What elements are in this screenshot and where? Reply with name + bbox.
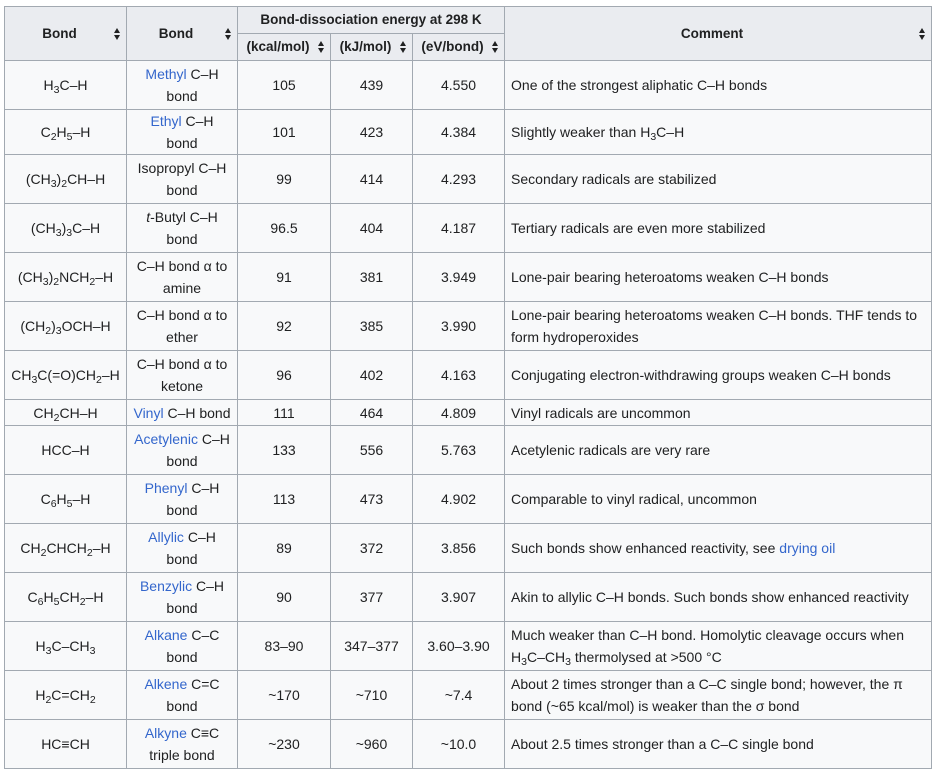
text-run: ) [48, 269, 54, 285]
kj-cell: ~960 [331, 720, 413, 769]
bond-name-cell [127, 302, 238, 351]
table-row [5, 475, 932, 524]
table-row [5, 524, 932, 573]
column-header-label: (kcal/mol) [246, 39, 310, 54]
ev-cell: 5.763 [413, 426, 505, 475]
comment-cell [505, 110, 932, 155]
text-run: H [35, 638, 46, 654]
bond-name-cell [127, 671, 238, 720]
subscript: 3 [650, 131, 657, 144]
text-run: Lone-pair bearing heteroatoms weaken C–H bonds [511, 269, 829, 285]
kj-cell: 402 [331, 351, 413, 400]
bond-name-cell [127, 253, 238, 302]
subscript: 3 [50, 178, 57, 191]
table-row [5, 671, 932, 720]
kj-cell: 556 [331, 426, 413, 475]
bond-name-cell [127, 524, 238, 573]
bond-formula-cell [5, 524, 127, 573]
ev-cell: 4.187 [413, 204, 505, 253]
kcal-cell: 99 [238, 155, 331, 204]
text-run: CH [20, 540, 41, 556]
text-run: HCC–H [41, 442, 90, 458]
subscript: 3 [565, 656, 571, 669]
text-run: C–H bond α to amine [136, 258, 228, 296]
text-run: C [27, 589, 38, 605]
bond-name-cell [127, 400, 238, 426]
text-run: Tertiary radicals are even more stabilized [511, 220, 766, 236]
table-row [5, 253, 932, 302]
comment-cell [505, 475, 932, 524]
kj-cell: 464 [331, 400, 413, 426]
comment-cell [505, 671, 932, 720]
table-row [5, 426, 932, 475]
bond-formula-cell [5, 61, 127, 110]
text-run: C–H bond [166, 431, 230, 469]
text-run: HC≡CH [41, 736, 90, 752]
text-run: C–H bond [166, 578, 225, 616]
text-run: C [40, 491, 51, 507]
subscript: 2 [89, 276, 96, 289]
comment-cell [505, 155, 932, 204]
text-run: (CH [30, 220, 56, 236]
kcal-cell: 111 [238, 400, 331, 426]
kcal-cell: 105 [238, 61, 331, 110]
comment-cell [505, 253, 932, 302]
text-run: H [43, 77, 54, 93]
text-run: Conjugating electron-withdrawing groups weaken C–H bonds [511, 367, 891, 383]
text-run: C–H bond [166, 529, 216, 567]
ev-cell: 4.384 [413, 110, 505, 155]
bond-formula-cell [5, 622, 127, 671]
italic-text: t [146, 209, 151, 225]
text-run: ) [51, 318, 56, 334]
text-run: C=C bond [166, 676, 220, 714]
wiki-link[interactable]: Acetylenic [134, 431, 198, 447]
column-header-bond-name[interactable] [127, 7, 238, 61]
text-run: (CH [17, 269, 43, 285]
text-run: C≡C triple bond [149, 725, 220, 763]
subscript: 2 [79, 596, 86, 609]
ev-cell: ~10.0 [413, 720, 505, 769]
wiki-link[interactable]: Vinyl [133, 404, 164, 421]
subscript: 2 [45, 325, 52, 338]
bond-formula-cell [5, 475, 127, 524]
text-run: C(=O)CH [37, 367, 97, 383]
wiki-link[interactable]: Alkane [144, 627, 188, 643]
column-header-label: Bond [42, 25, 77, 41]
kcal-cell: 96 [238, 351, 331, 400]
text-run: H [43, 589, 54, 605]
kj-cell: 423 [331, 110, 413, 155]
kcal-cell: 101 [238, 110, 331, 155]
comment-cell [505, 61, 932, 110]
text-run: C–H bond [166, 66, 219, 104]
subscript: 2 [53, 276, 60, 289]
text-run: ) [61, 220, 67, 236]
kj-cell: 439 [331, 61, 413, 110]
subscript: 5 [66, 498, 73, 511]
comment-cell [505, 426, 932, 475]
wiki-link[interactable]: Allylic [148, 529, 184, 545]
subscript: 2 [53, 411, 60, 424]
text-run: OCH–H [61, 318, 111, 334]
text-run: –H [72, 491, 91, 507]
column-header-label: (eV/bond) [421, 39, 484, 54]
text-run: C–H bond [166, 480, 220, 518]
text-run: –H [101, 367, 120, 383]
kcal-cell: 89 [238, 524, 331, 573]
text-run: C=CH [51, 687, 90, 703]
text-run: H [56, 491, 67, 507]
subscript: 2 [40, 547, 47, 560]
ev-cell: 3.60–3.90 [413, 622, 505, 671]
kcal-cell: 91 [238, 253, 331, 302]
bond-name-cell [127, 475, 238, 524]
wiki-link[interactable]: Alkene [144, 676, 188, 692]
bond-formula-cell [5, 426, 127, 475]
wiki-link[interactable]: Methyl [145, 66, 187, 82]
text-run: CH [33, 404, 54, 421]
kj-cell: 385 [331, 302, 413, 351]
column-header-kcal[interactable] [238, 34, 331, 61]
subscript: 3 [31, 374, 38, 387]
text-run: (CH [25, 171, 51, 187]
kj-cell: 372 [331, 524, 413, 573]
column-header-kj[interactable] [331, 34, 413, 61]
sort-icon[interactable] [114, 28, 121, 40]
bond-formula-cell [5, 720, 127, 769]
kcal-cell: 92 [238, 302, 331, 351]
kj-cell: 381 [331, 253, 413, 302]
sort-icon[interactable] [225, 28, 232, 40]
text-run: C–CH [51, 638, 90, 654]
subscript: 3 [89, 645, 96, 658]
comment-cell [505, 204, 932, 253]
subscript: 3 [66, 227, 73, 240]
column-header-comment[interactable] [505, 7, 932, 61]
column-header-label: Bond [158, 25, 194, 41]
kj-cell: 473 [331, 475, 413, 524]
ev-cell: 4.293 [413, 155, 505, 204]
subscript: 2 [89, 694, 96, 707]
ev-cell: 4.809 [413, 400, 505, 426]
text-run: About 2.5 times stronger than a C–C single bond [511, 736, 814, 752]
subscript: 5 [66, 131, 73, 144]
bond-name-cell [127, 351, 238, 400]
ev-cell: 4.902 [413, 475, 505, 524]
wiki-link[interactable]: Alkyne [144, 725, 187, 741]
bond-formula-cell [5, 253, 127, 302]
text-run: C–H [72, 220, 101, 236]
text-run: C–H [656, 124, 685, 140]
bond-energy-table [4, 6, 932, 769]
subscript: 2 [96, 374, 102, 387]
ev-cell: 4.550 [413, 61, 505, 110]
text-run: CH–H [67, 171, 106, 187]
subscript: 6 [50, 498, 57, 511]
comment-cell [505, 720, 932, 769]
kcal-cell: ~170 [238, 671, 331, 720]
sort-icon[interactable] [400, 41, 407, 53]
text-run: Comparable to vinyl radical, uncommon [511, 491, 757, 507]
column-header-label: Bond-dissociation energy at 298 K [260, 12, 482, 27]
text-run: –H [72, 124, 91, 140]
kj-cell: 414 [331, 155, 413, 204]
kcal-cell: 96.5 [238, 204, 331, 253]
subscript: 6 [37, 596, 44, 609]
ev-cell: 3.949 [413, 253, 505, 302]
text-run: One of the strongest aliphatic C–H bonds [511, 77, 768, 93]
kcal-cell: 113 [238, 475, 331, 524]
table-row [5, 622, 932, 671]
sort-icon[interactable] [919, 28, 926, 40]
bond-formula-cell [5, 155, 127, 204]
bond-name-cell [127, 110, 238, 155]
column-header-label: (kJ/mol) [339, 39, 392, 54]
bond-formula-cell [5, 400, 127, 426]
column-group-header-energy [238, 7, 505, 34]
subscript: 2 [86, 547, 93, 560]
subscript: 2 [61, 178, 68, 191]
bond-formula-cell [5, 204, 127, 253]
text-run: Much weaker than C–H bond. Homolytic cleavage occurs when H [511, 627, 905, 665]
subscript: 3 [53, 84, 60, 97]
text-run: CH [11, 367, 32, 383]
column-header-label: Comment [680, 25, 744, 41]
text-run: thermolysed at >500 °C [570, 649, 722, 665]
text-run: Slightly weaker than H [511, 124, 651, 140]
kcal-cell: 90 [238, 573, 331, 622]
text-run: C–H bond α to ketone [136, 356, 228, 394]
kj-cell: 347–377 [331, 622, 413, 671]
table-row [5, 400, 932, 426]
text-run: –H [95, 269, 114, 285]
subscript: 2 [45, 694, 52, 707]
text-run: H [35, 687, 46, 703]
table-body [5, 61, 932, 769]
subscript: 5 [53, 596, 60, 609]
comment-cell [505, 400, 932, 426]
table-row [5, 351, 932, 400]
text-run: Lone-pair bearing heteroatoms weaken C–H bonds. THF tends to form hydroperoxides [511, 307, 918, 345]
kcal-cell: ~230 [238, 720, 331, 769]
bond-name-cell [127, 61, 238, 110]
sort-icon[interactable] [492, 41, 499, 53]
wiki-link[interactable]: Ethyl [150, 113, 182, 129]
bond-name-cell [127, 573, 238, 622]
wiki-link[interactable]: drying oil [779, 540, 836, 556]
bond-name-cell [127, 204, 238, 253]
kcal-cell: 83–90 [238, 622, 331, 671]
comment-cell [505, 524, 932, 573]
bond-name-cell [127, 622, 238, 671]
text-run: -Butyl C–H bond [150, 209, 218, 247]
text-run: –H [85, 589, 104, 605]
subscript: 3 [55, 325, 62, 338]
text-run: –H [92, 540, 111, 556]
table-row [5, 204, 932, 253]
ev-cell: 3.990 [413, 302, 505, 351]
text-run: C–H bond [166, 113, 214, 151]
ev-cell: 3.907 [413, 573, 505, 622]
ev-cell: 4.163 [413, 351, 505, 400]
sort-icon[interactable] [318, 41, 325, 53]
text-run: C [40, 124, 51, 140]
comment-cell [505, 302, 932, 351]
table-row [5, 573, 932, 622]
table-row [5, 302, 932, 351]
text-run: CH [59, 589, 80, 605]
kcal-cell: 133 [238, 426, 331, 475]
text-run: Acetylenic radicals are very rare [511, 442, 711, 458]
wiki-link[interactable]: Phenyl [144, 480, 188, 496]
text-run: CH–H [59, 404, 98, 421]
bond-name-cell [127, 426, 238, 475]
text-run: Secondary radicals are stabilized [511, 171, 717, 187]
ev-cell: 3.856 [413, 524, 505, 573]
column-header-ev[interactable] [413, 34, 505, 61]
text-run: C–H [59, 77, 88, 93]
subscript: 3 [521, 656, 527, 669]
comment-cell [505, 573, 932, 622]
column-header-bond-formula[interactable] [5, 7, 127, 61]
ev-cell: ~7.4 [413, 671, 505, 720]
text-run: ) [56, 171, 62, 187]
text-run: Akin to allylic C–H bonds. Such bonds show enhanced reactivity [511, 589, 909, 605]
kj-cell: 404 [331, 204, 413, 253]
text-run: Such bonds show enhanced reactivity, see [511, 540, 780, 556]
kj-cell: ~710 [331, 671, 413, 720]
table-row [5, 61, 932, 110]
text-run: Vinyl radicals are uncommon [511, 404, 691, 421]
text-run: C–H bond α to ether [136, 307, 228, 345]
bond-name-cell [127, 155, 238, 204]
text-run: C–C bond [166, 627, 220, 665]
text-run: (CH [20, 318, 46, 334]
bond-name-cell [127, 720, 238, 769]
text-run: CHCH [46, 540, 87, 556]
table-row [5, 110, 932, 155]
comment-cell [505, 351, 932, 400]
wiki-link[interactable]: Benzylic [139, 578, 193, 594]
text-run: C–CH [527, 649, 566, 665]
bond-formula-cell [5, 110, 127, 155]
text-run: Isopropyl C–H bond [137, 160, 227, 198]
bond-formula-cell [5, 573, 127, 622]
table-row [5, 155, 932, 204]
table-row [5, 720, 932, 769]
text-run: About 2 times stronger than a C–C single bond; however, the π bond (~65 kcal/mol) is weaker than the σ bond [511, 676, 903, 714]
text-run: NCH [59, 269, 90, 285]
bond-formula-cell [5, 302, 127, 351]
subscript: 3 [42, 276, 49, 289]
kj-cell: 377 [331, 573, 413, 622]
text-run: H [56, 124, 67, 140]
comment-cell [505, 622, 932, 671]
subscript: 3 [55, 227, 62, 240]
subscript: 2 [50, 131, 57, 144]
text-run: C–H bond [163, 404, 231, 421]
bond-formula-cell [5, 351, 127, 400]
bond-formula-cell [5, 671, 127, 720]
subscript: 3 [45, 645, 52, 658]
